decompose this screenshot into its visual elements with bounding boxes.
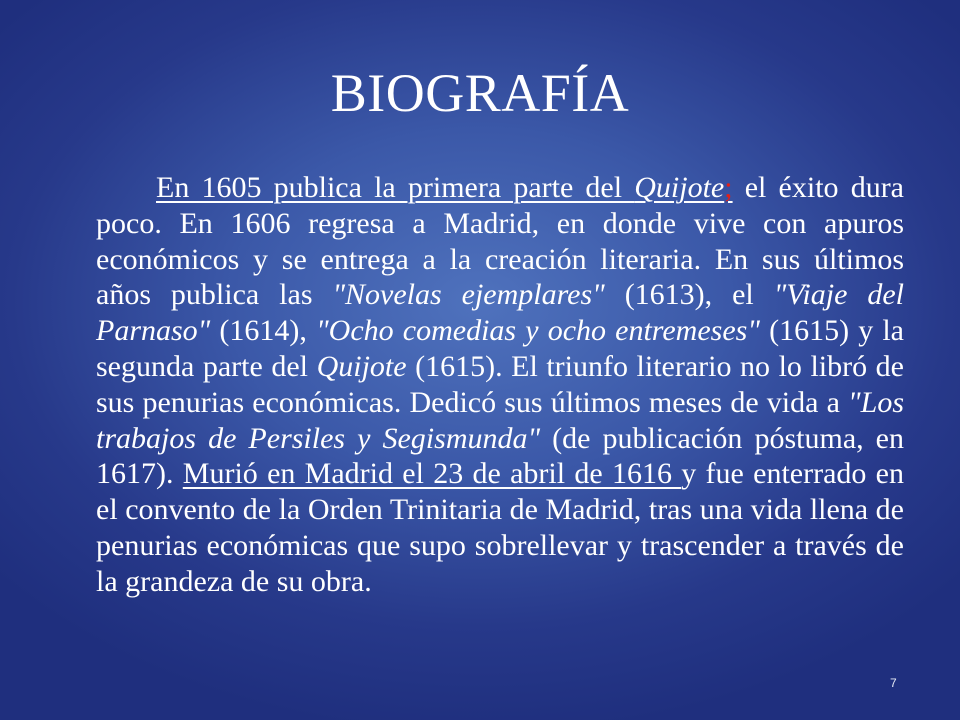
text-segment: En 1605 publica la primera parte del [156, 171, 635, 204]
text-segment-title-quijote-2: Quijote [316, 349, 407, 383]
text-segment: y fue enterrado en el convento de la Orden Trinitaria de Madrid, tras una vida llena de penurias económicas que supo sobrellevar y trascender a través de la grandeza de su obra. [96, 457, 904, 598]
text-segment: (1615). El triunfo literario no lo libró de sus penurias económicas. Dedicó sus últimos meses de vida a [96, 349, 904, 419]
text-segment-death: Murió en Madrid el 23 de abril de 1616 [182, 457, 682, 491]
text-segment-title-novelas: "Novelas ejemplares" [332, 278, 605, 312]
text-segment-title-viaje: "Viaje del Parnaso" [96, 278, 904, 348]
text-segment: (1614), [210, 314, 317, 348]
text-segment: (1615) y la segunda parte del [96, 314, 905, 383]
text-segment: el éxito dura poco. En 1606 regresa a Madrid, en donde vive con apuros económicos y se entrega a la creación literaria. En sus últimos años publica las [96, 171, 904, 312]
biography-paragraph [96, 170, 904, 600]
text-segment-title-comedias: "Ocho comedias y ocho entremeses" [316, 314, 760, 348]
text-segment: (de publicación póstuma, en 1617). [96, 421, 904, 491]
text-segment-semicolon: ; [724, 171, 733, 204]
text-segment: (1613), el [604, 278, 774, 312]
slide-number: 7 [890, 676, 897, 690]
slide-title: BIOGRAFÍA [330, 63, 630, 123]
text-segment-title-quijote: Quijote [634, 171, 725, 204]
text-segment-title-persiles: "Los trabajos de Persiles y Segismunda" [96, 385, 904, 455]
